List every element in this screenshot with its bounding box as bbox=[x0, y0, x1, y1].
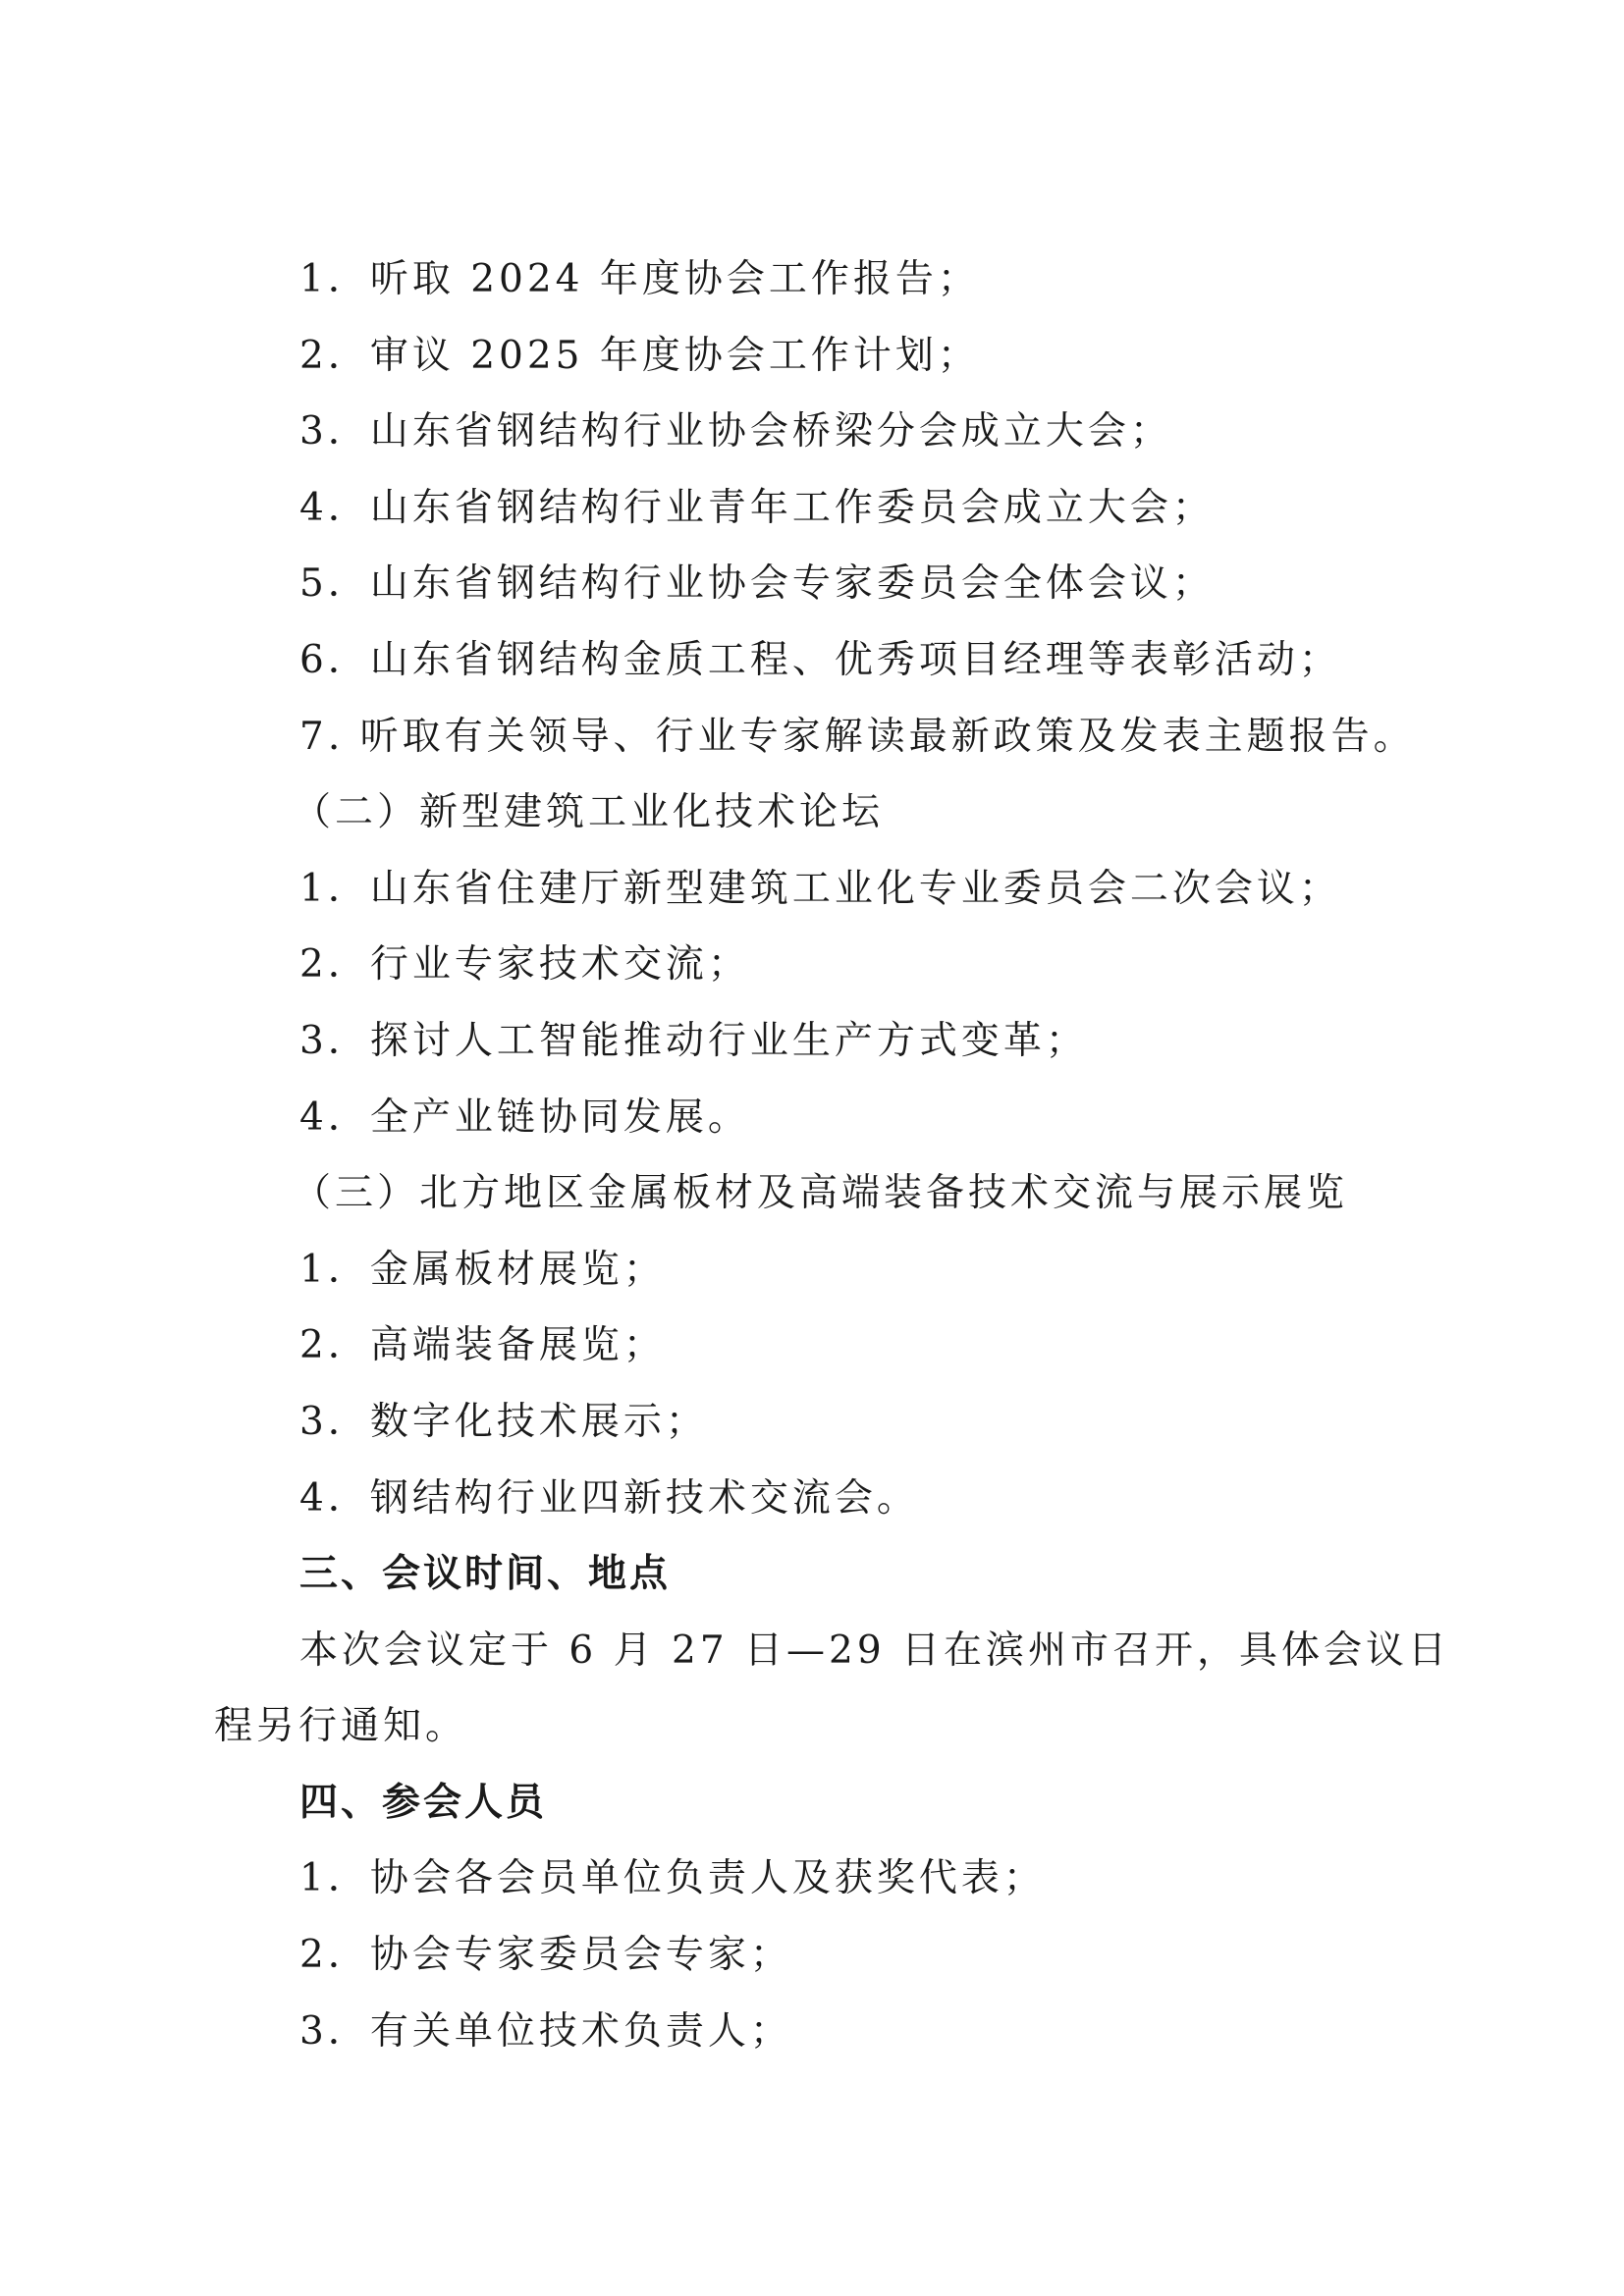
time-place-paragraph-line-2: 程另行通知。 bbox=[214, 1704, 468, 1749]
agenda-item-7: 7. 听取有关领导、行业专家解读最新政策及发表主题报告。 bbox=[299, 714, 1416, 759]
section-two-item-3: 3．探讨人工智能推动行业生产方式变革； bbox=[299, 1018, 1088, 1063]
section-three-item-4: 4．钢结构行业四新技术交流会。 bbox=[299, 1475, 919, 1521]
participant-item-3: 3．有关单位技术负责人； bbox=[299, 2008, 792, 2054]
section-two-item-2: 2．行业专家技术交流； bbox=[299, 942, 750, 988]
participant-item-1: 1．协会各会员单位负责人及获奖代表； bbox=[299, 1856, 1046, 1901]
agenda-item-5: 5．山东省钢结构行业协会专家委员会全体会议； bbox=[299, 561, 1215, 607]
heading-participants: 四、参会人员 bbox=[299, 1780, 548, 1825]
agenda-item-6: 6．山东省钢结构金质工程、优秀项目经理等表彰活动； bbox=[299, 637, 1341, 682]
agenda-item-3: 3．山东省钢结构行业协会桥梁分会成立大会； bbox=[299, 409, 1172, 454]
agenda-item-1: 1．听取 2024 年度协会工作报告； bbox=[299, 257, 980, 301]
heading-time-place: 三、会议时间、地点 bbox=[299, 1552, 672, 1597]
section-two-item-4: 4．全产业链协同发展。 bbox=[299, 1095, 750, 1140]
section-three-title: （三）北方地区金属板材及高端装备技术交流与展示展览 bbox=[293, 1171, 1349, 1216]
agenda-item-4: 4．山东省钢结构行业青年工作委员会成立大会； bbox=[299, 485, 1215, 530]
agenda-item-2: 2．审议 2025 年度协会工作计划； bbox=[299, 333, 980, 378]
section-three-item-3: 3．数字化技术展示； bbox=[299, 1399, 708, 1444]
section-three-item-2: 2．高端装备展览； bbox=[299, 1323, 666, 1368]
time-place-paragraph-line-1: 本次会议定于 6 月 27 日—29 日在滨州市召开，具体会议日 bbox=[299, 1628, 1451, 1673]
section-two-title: （二）新型建筑工业化技术论坛 bbox=[293, 790, 885, 835]
participant-item-2: 2．协会专家委员会专家； bbox=[299, 1933, 792, 1978]
section-two-item-1: 1．山东省住建厅新型建筑工业化专业委员会二次会议； bbox=[299, 866, 1341, 911]
section-three-item-1: 1．金属板材展览； bbox=[299, 1247, 666, 1292]
document-body bbox=[214, 241, 1451, 2069]
